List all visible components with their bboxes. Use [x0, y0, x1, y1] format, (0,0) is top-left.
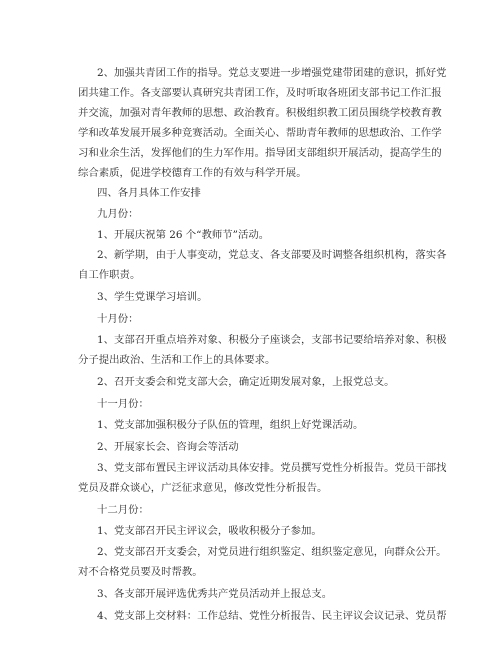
- paragraph-line: 并交流，加强对青年教师的思想、政治教育。积极组织教工团员围绕学校教育教: [78, 107, 442, 119]
- list-item-continuation: 党员及群众谈心，广泛征求意见，修改党性分析报告。: [78, 482, 328, 494]
- month-heading: 九月份：: [97, 208, 139, 220]
- paragraph-line: 2、加强共青团工作的指导。党总支要进一步增强党建带团建的意识，抓好党: [97, 67, 447, 79]
- paragraph-line: 综合素质，促进学校德育工作的有效与科学开展。: [78, 167, 307, 179]
- list-item: 1、党支部召开民主评议会，吸收积极分子参加。: [97, 525, 322, 537]
- list-item: 3、学生党课学习培训。: [97, 291, 208, 303]
- month-heading: 十一月份：: [97, 398, 149, 410]
- list-item: 3、各支部开展评选优秀共产党员活动并上报总支。: [97, 588, 333, 600]
- section-heading: 四、各月具体工作安排: [97, 187, 201, 199]
- month-heading: 十月份：: [97, 313, 139, 325]
- list-item: 2、党支部召开支委会，对党员进行组织鉴定、组织鉴定意见，向群众公开。: [97, 546, 447, 558]
- list-item-continuation: 对不合格党员要及时帮教。: [78, 566, 203, 578]
- list-item: 1、党支部加强积极分子队伍的管理，组织上好党课活动。: [97, 419, 364, 431]
- list-item-continuation: 自工作职责。: [78, 269, 141, 281]
- list-item-continuation: 分子提出政治、生活和工作上的具体要求。: [78, 354, 276, 366]
- month-heading: 十二月份：: [97, 504, 149, 516]
- list-item: 2、召开支委会和党支部大会，确定近期发展对象，上报党总支。: [97, 376, 395, 388]
- list-item: 3、党支部布置民主评议活动具体安排。党员撰写党性分析报告。党员干部找: [97, 462, 447, 474]
- list-item: 1、开展庆祝第 26 个“教师节”活动。: [97, 229, 270, 241]
- paragraph-line: 学和改革发展开展多种竞赛活动。全面关心、帮助青年教师的思想政治、工作学: [78, 127, 442, 139]
- list-item: 2、新学期，由于人事变动，党总支、各支部要及时调整各组织机构，落实各: [97, 249, 447, 261]
- paragraph-line: 团共建工作。各支部要认真研究共青团工作，及时听取各班团支部书记工作汇报: [78, 87, 442, 99]
- list-item: 1、支部召开重点培养对象、积极分子座谈会，支部书记要给培养对象、积极: [97, 334, 447, 346]
- list-item: 2、开展家长会、咨询会等活动: [97, 441, 239, 453]
- list-item: 4、党支部上交材料：工作总结、党性分析报告、民主评议会议记录、党员帮: [97, 610, 447, 622]
- paragraph-line: 习和业余生活，发挥他们的生力军作用。指导团支部组织开展活动，提高学生的: [78, 147, 442, 159]
